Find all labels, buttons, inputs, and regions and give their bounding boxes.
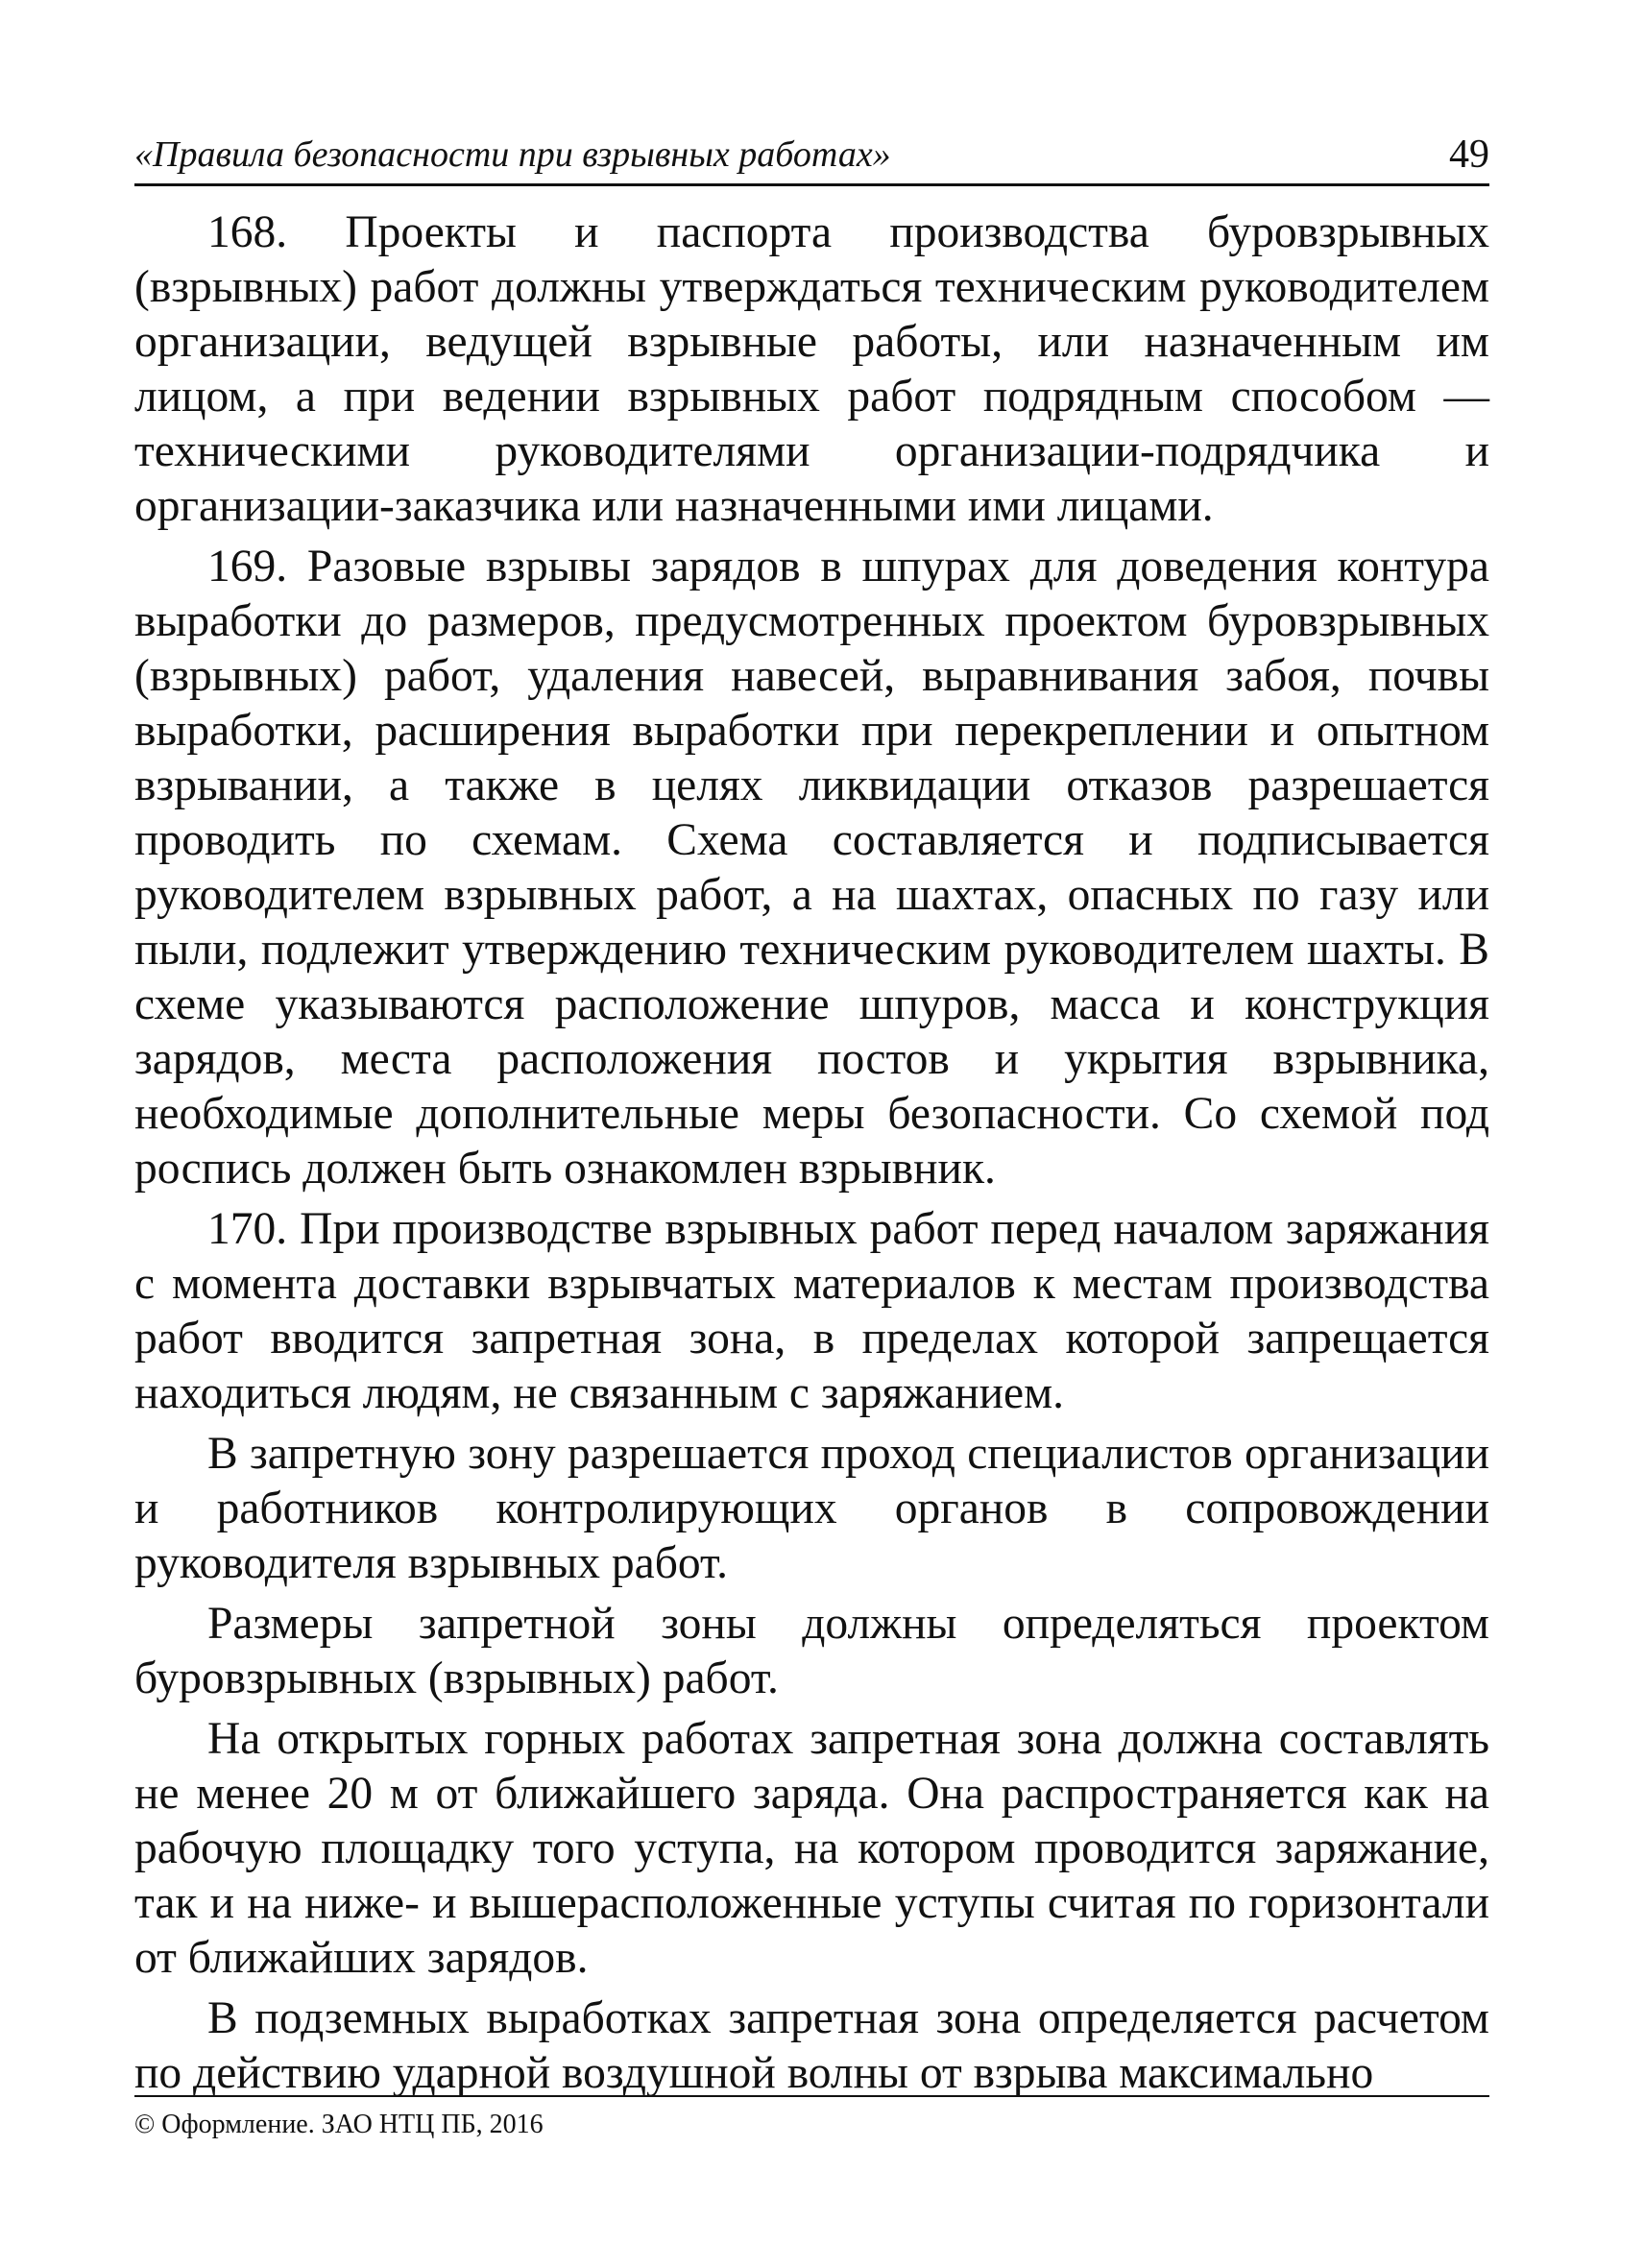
paragraph-open-pit: На открытых горных работах запретная зона должна составлять не менее 20 м от ближайшего заряда. Она распространяется как на рабочую площадку того уступа, на котором проводится заряжание, так и на ниже- и вышерасположенные уступы считая по горизонтали от ближайших зарядов.	[134, 1714, 1489, 1983]
copyright-text: © Оформление. ЗАО НТЦ ПБ, 2016	[134, 2110, 544, 2139]
paragraph-169: 169. Разовые взрывы зарядов в шпурах для доведения контура выработки до размеров, предусмотренных проектом буровзрывных (взрывных) работ, удаления навесей, выравнивания забоя, почвы выработки, расширения выработки при перекреплении и опытном взрывании, а также в целях ликвидации отказов разрешается проводить по схемам. Схема составляется и подписывается руководителем взрывных работ, а на шахтах, опасных по газу или пыли, подлежит утверждению техническим руководителем шахты. В схеме указываются расположение шпуров, масса и конструкция зарядов, места расположения постов и укрытия взрывника, необходимые дополнительные меры безопасности. Со схемой под роспись должен быть ознакомлен взрывник.	[134, 542, 1489, 1194]
paragraph-170: 170. При производстве взрывных работ перед началом заряжания с момента доставки взрывчатых материалов к местам производства работ вводится запретная зона, в пределах которой запрещается находиться людям, не связанным с заряжанием.	[134, 1204, 1489, 1418]
page-footer	[134, 2095, 1489, 2141]
page-header	[134, 130, 1489, 186]
running-title: «Правила безопасности при взрывных работах»	[134, 134, 891, 175]
body-text	[134, 205, 1489, 2107]
paragraph-zone-size: Размеры запретной зоны должны определяться проектом буровзрывных (взрывных) работ.	[134, 1599, 1489, 1703]
paragraph-underground: В подземных выработках запретная зона определяется расчетом по действию ударной воздушной волны от взрыва максимально	[134, 1993, 1489, 2098]
page-number: 49	[1449, 133, 1489, 177]
paragraph-168: 168. Проекты и паспорта производства буровзрывных (взрывных) работ должны утверждаться техническим руководителем организации, ведущей взрывные работы, или назначенным им лицом, а при ведении взрывных работ подрядным способом — техническими руководителями организации-подрядчика и организации-заказчика или назначенными ими лицами.	[134, 207, 1489, 531]
paragraph-access: В запретную зону разрешается проход специалистов организации и работников контролирующих органов в сопровождении руководителя взрывных работ.	[134, 1429, 1489, 1588]
